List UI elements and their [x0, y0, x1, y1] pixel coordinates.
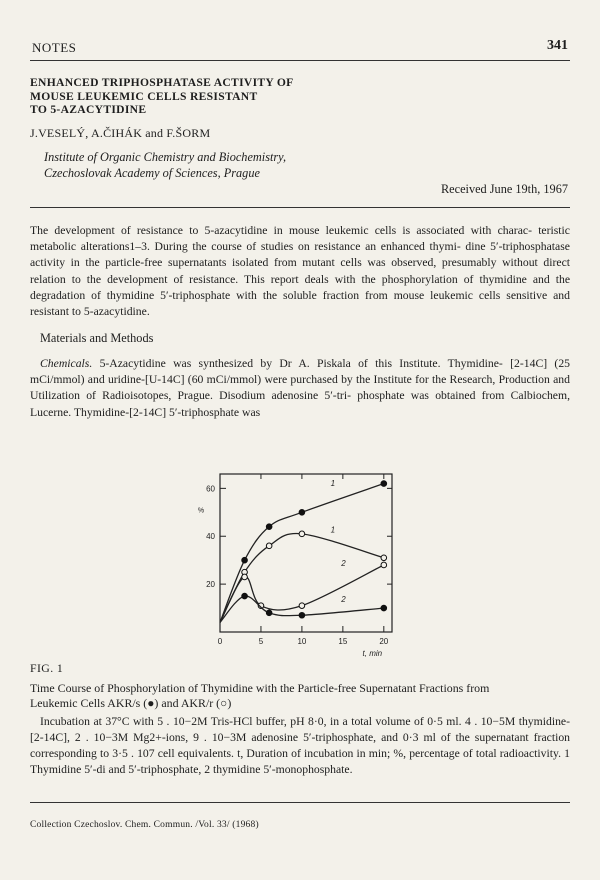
x-axis-label: t, min: [362, 649, 383, 658]
article-title: [30, 76, 450, 117]
caption-body-line: of incubation in min; %, percentage of total radioactivity. 1 Thymidine 5′-di and 5′-triphosphate,: [30, 747, 571, 776]
x-tick-label: 20: [379, 637, 389, 646]
filled-marker: [242, 593, 248, 599]
x-tick-label: 15: [338, 637, 348, 646]
series-label: 1: [330, 478, 336, 488]
filled-marker: [299, 612, 305, 618]
y-tick-label: 40: [206, 532, 215, 542]
chemicals-label: Chemicals.: [40, 357, 93, 370]
title-line: TO 5-AZACYTIDINE: [30, 103, 147, 116]
abstract-line: the soluble fraction from mouse leukemic cells sensitive and resistant to 5-azacytidine.: [30, 288, 570, 319]
chemicals-paragraph: [30, 356, 570, 421]
x-tick-label: 5: [258, 637, 264, 646]
series-label: 1: [330, 525, 336, 535]
methods-heading: Materials and Methods: [40, 331, 154, 345]
header-rule: [30, 60, 570, 61]
x-tick-label: 0: [217, 637, 223, 646]
y-axis-label: %: [197, 507, 205, 515]
title-line: MOUSE LEUKEMIC CELLS RESISTANT: [30, 89, 258, 103]
filled-marker: [266, 610, 272, 616]
footer-rule: [30, 802, 570, 803]
caption-title-line: Time Course of Phosphorylation of Thymidine with the Particle-free Supernatant Fractions from: [30, 681, 490, 695]
open-marker: [299, 603, 305, 609]
abstract-line: observed, presumably without direct relation to the development of resistance. This report deals: [30, 256, 571, 286]
affiliation: [44, 149, 286, 181]
y-tick-label: 60: [206, 484, 215, 494]
abstract-line: dine 5′-triphosphatase activity in the particle-free supernatants isolated from mutant cells was: [30, 240, 570, 270]
filled-marker: [299, 510, 305, 516]
caption-body-line: 4 . 10−5M thymidine-[2-14C], 2 . 10−3M Mg2+-ions, 9 . 10−3M adenosine 5′-triphosphate,: [30, 715, 570, 744]
journal-footer: Collection Czechoslov. Chem. Commun. /Vol. 33/ (1968): [30, 820, 259, 830]
time-course-chart: [150, 462, 410, 662]
abstract-line: The development of resistance to 5-azacytidine in mouse leukemic cells is associated with charac-: [30, 224, 532, 237]
filled-marker: [266, 524, 272, 530]
received-date: Received June 19th, 1967: [440, 182, 568, 196]
caption-body-line: and 0·3 ml of the supernatant fraction corresponding to 3·5 . 107 cell equivalents. t, Duration: [30, 731, 571, 760]
series-label: 2: [341, 595, 346, 605]
caption-title-line: Leukemic Cells AKR/s (●) and AKR/r (○): [30, 696, 232, 710]
series-line: [220, 484, 384, 623]
affiliation-line: Czechoslovak Academy of Sciences, Prague: [44, 166, 260, 180]
abstract-line: teristic metabolic alterations1–3. During the course of studies on resistance an enhanced thymi-: [30, 224, 570, 254]
x-tick-label: 10: [297, 637, 307, 646]
chemicals-line: phosphate was obtained from Calbiochem, Lucerne. Thymidine-[2-14C] 5′-triphosphate was: [30, 389, 570, 419]
open-marker: [299, 531, 305, 537]
title-line: ENHANCED TRIPHOSPHATASE ACTIVITY OF: [30, 76, 294, 89]
chemicals-line: 5-Azacytidine was synthesized by Dr A. Piskala of this Institute. Thymidine-: [92, 357, 503, 370]
filled-marker: [381, 481, 387, 487]
open-marker: [266, 543, 272, 549]
caption-body-line: Incubation at 37°C with 5 . 10−2M Tris-HCl buffer, pH 8·0, in a total volume of 0·5 ml.: [40, 715, 462, 728]
caption-title: [30, 681, 570, 711]
chemicals-line: the Research, Production and Utilization of Radioisotopes, Prague. Disodium adenosine 5′-tri-: [30, 373, 570, 403]
abstract-rule: [30, 207, 570, 208]
journal-page: [30, 0, 570, 880]
caption-body-line: 2 thymidine 5′-monophosphate.: [204, 763, 353, 776]
chemicals-line: [2-14C] (25 mCi/mmol) and uridine-[U-14C] (60 mCi/mmol) were purchased by the Institute for: [30, 357, 571, 387]
author-list: J.VESELÝ, A.ČIHÁK and F.ŠORM: [30, 126, 211, 140]
figure-label: FIG. 1: [30, 661, 64, 675]
plot-frame: [220, 474, 392, 632]
filled-marker: [242, 557, 248, 563]
filled-marker: [381, 605, 387, 611]
figure-1: [150, 462, 410, 667]
affiliation-line: Institute of Organic Chemistry and Biochemistry,: [44, 150, 287, 164]
caption-body: [30, 714, 570, 778]
page-number: 341: [547, 38, 568, 53]
abstract-line: with the phosphorylation of thymidine and the degradation of thymidine 5′-triphosphate with: [30, 272, 571, 302]
section-label: NOTES: [32, 40, 77, 55]
series-label: 2: [341, 559, 346, 569]
open-marker: [381, 555, 387, 561]
open-marker: [242, 574, 248, 580]
y-tick-label: 20: [206, 580, 215, 590]
abstract: [30, 223, 570, 320]
open-marker: [381, 562, 387, 568]
